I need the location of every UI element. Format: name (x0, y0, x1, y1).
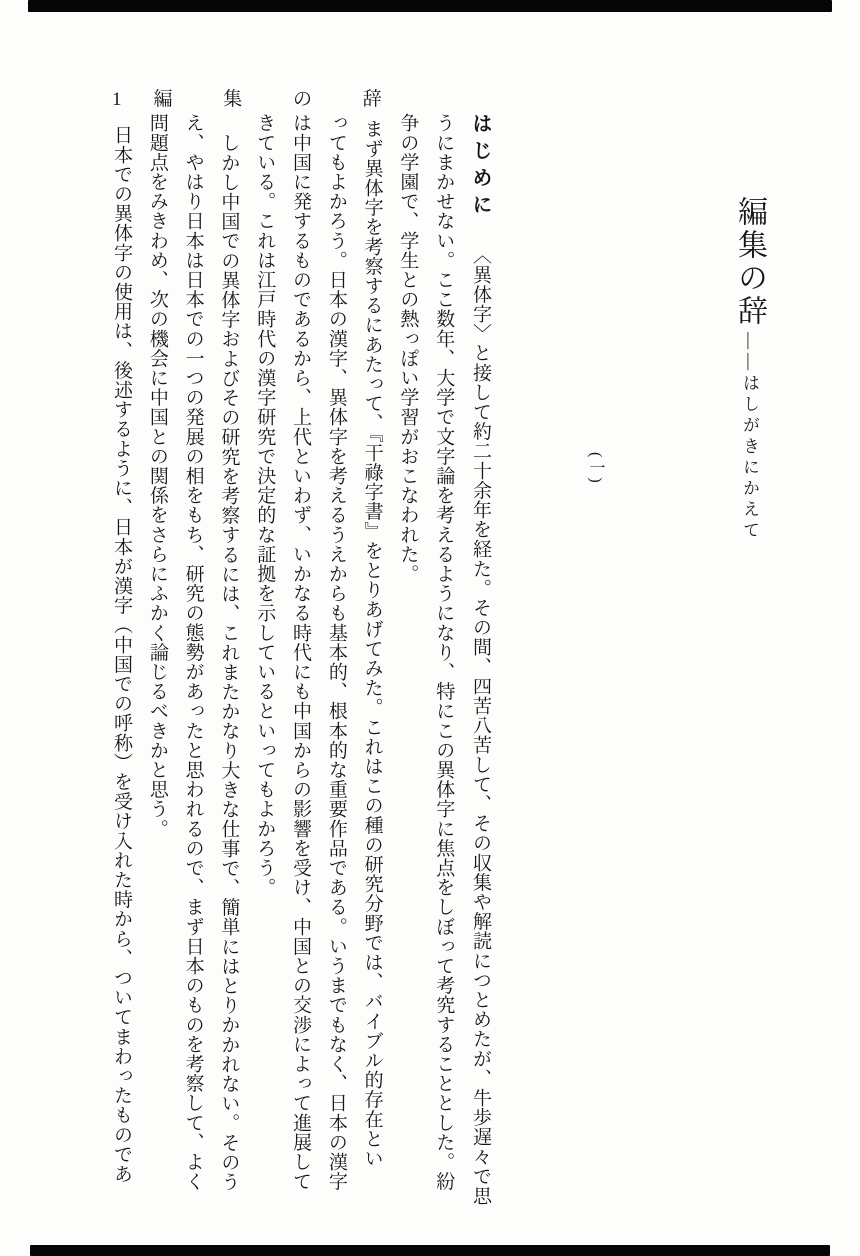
text-column: 問題点をみきわめ、次の機会に中国との関係をさらにふかく論じるべきかと思う。 (146, 113, 168, 839)
body-text (98, 113, 498, 1233)
section-heading: はじめに (469, 113, 491, 221)
text-column: 争の学園で、学生との熱っぽい学習がおこなわれた。 (397, 113, 419, 584)
text-column: は中国に発するものであるから、上代といわず、いかなる時代にも中国からの影響を受け、中国との交渉によって進展して (290, 113, 312, 1191)
text-column: ってもよかろう。日本の漢字、異体字を考えるうえからも基本的、根本的な重要作品である。いうまでもなく、日本の漢字 (325, 113, 347, 1191)
text-column: しかし中国での異体字およびその研究を考察するには、これまたかなり大きな仕事で、簡単にはとりかかれない。そのう (218, 133, 240, 1192)
running-header (112, 84, 405, 111)
chapter-title: 編集の辞 (733, 196, 766, 328)
scan-artifact-bar-bottom (30, 1245, 830, 1256)
scan-artifact-bar-top (28, 0, 832, 12)
text-column: 日本での異体字の使用は、後述するように、日本が漢字（中国での呼称）を受け入れた時から、ついてまわったものであ (111, 125, 133, 1184)
text-column (461, 113, 498, 1233)
text-column: まず異体字を考察するにあたって、『干祿字書』をとりあげてみた。これはこの種の研究分野では、バイブル的存在とい (361, 119, 383, 1168)
running-header-title: 編 集 の 辞 (153, 89, 405, 110)
chapter-subtitle: ——はしがきにかえて (740, 332, 759, 542)
text-column-content: 〈異体字〉と接して約二十余年を経た。その間、四苦八苦して、その収集や解読につとめたが、牛歩遅々で思 (470, 245, 491, 1206)
text-column: きている。これは江戸時代の漢字研究で決定的な証拠を示しているといってもよかろう。 (254, 113, 276, 897)
part-number-marker: (一) (587, 452, 604, 485)
text-column: うにまかせない。ここ数年、大学で文字論を考えるようになり、特にこの異体字に焦点をしぼって考究することとした。紛 (433, 113, 455, 1191)
page-number: 1 (112, 89, 124, 110)
text-column: え、やはり日本は日本での一つの発展の相をもち、研究の態勢があったと思われるので、まず日本のものを考察して、よく (182, 113, 204, 1191)
chapter-title-block (729, 196, 769, 1176)
